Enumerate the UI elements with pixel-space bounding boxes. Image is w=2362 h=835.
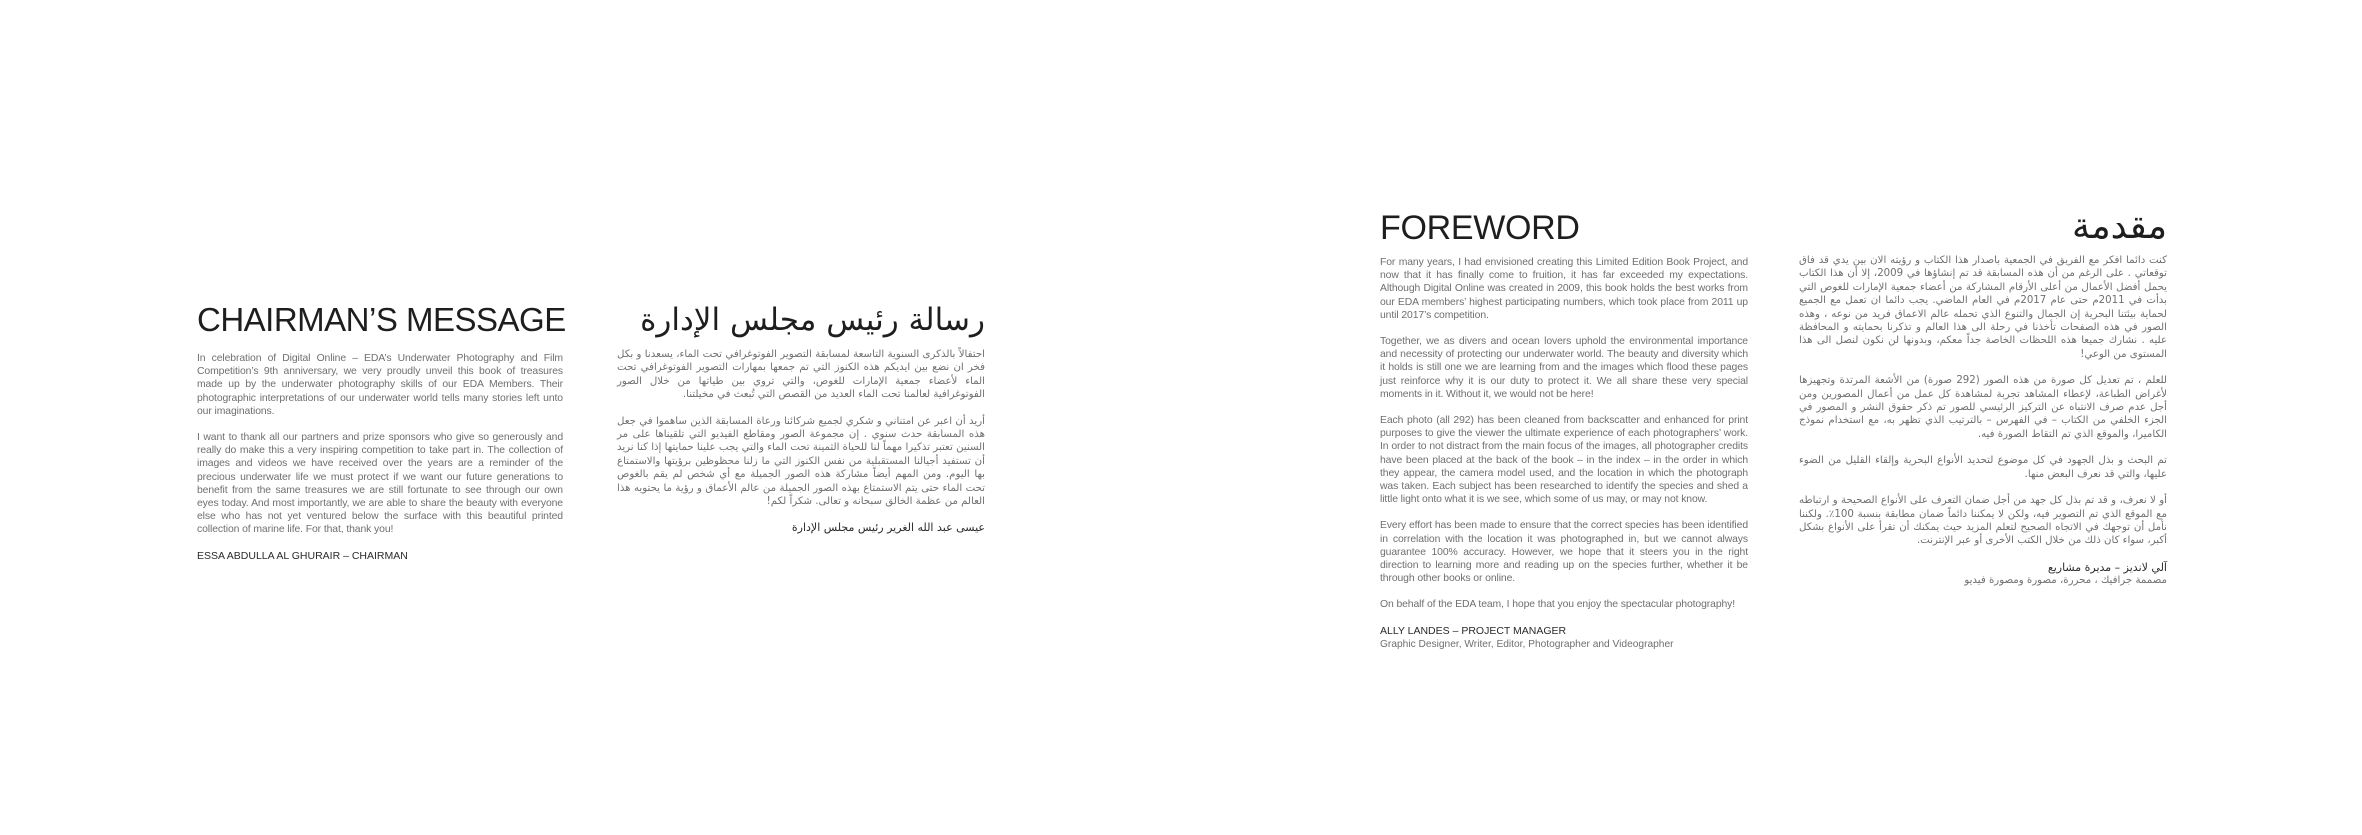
foreword-paragraph-2: Together, we as divers and ocean lovers uphold the environmental importance and necessity of protecting our underwater world. The beauty and diversity which it holds is still one we are learning from and the images which flood these pages just reinforce why it is our duty to protect it. We all share these very special moments in it. Without it, we would not be here! — [1380, 336, 1748, 400]
foreword-paragraph-3: Each photo (all 292) has been cleaned from backscatter and enhanced for print purposes to give the viewer the ultimate experience of each photographers’ work. In order to not distract from the main focus of the images, all photographer credits have been placed at the back of the book – in the index – in the order in which they appear, the camera model used, and the location in which the photograph was taken. Each subject has been researched to identify the species and shed a little light onto what it is we see, which some of us may, or may not know. — [1380, 415, 1748, 506]
foreword-paragraph-4: Every effort has been made to ensure that the correct species has been identified in correlation with the location it was photographed in, but we cannot always guarantee 100% accuracy. However, we hope that it steers you in the right direction to learning more and reading up on the species further, whether it be through other books or online. — [1380, 520, 1748, 585]
chairman-paragraph-ar-2: أريد أن اعبر عن امتناني و شكري لجميع شركائنا ورعاة المسابقة الذين ساهموا في جعل هذه المسابقة حدث سنوي . إن مجموعة الصور ومقاطع الفيديو التي تلقيناها على مر السنين تعتبر تذكيرا مهماً لنا للحياة الثمينة تحت الماء والتي يجب علينا حمايتها إذا كنا نريد أن تستفيد أجيالنا المستقبلية من نفس الكنوز التي ما زلنا محظوظين برؤيتها والاستمتاع بها اليوم. ومن المهم أيضاً مشاركة هذه الصور الجميلة مع أي شخص لم يقم بالغوص تحت الماء حتى يتم الاستمتاع بهذه الصور الجميلة من عالم الأعماق و رؤية ما يحتويه هذا العالم من عظمة الخالق سبحانه و تعالى. شكراً لكم! — [617, 415, 985, 508]
foreword-paragraph-ar-1: كنت دائما افكر مع الفريق في الجمعية باصدار هذا الكتاب و رؤيته الان بين يدي قد فاق توقعاتي . على الرغم من أن هذه المسابقة قد تم إنشاؤها في 2009، إلا أن هذا الكتاب يحمل أفضل الأعمال من أعلى الأرقام المشاركة من أعضاء جمعية الإمارات للغوص التي بدأت في 2011م حتى عام 2017م في العام الماضي. يجب دائما ان تعمل مع الجميع لحماية بيئتنا البحرية إن الجمال والتنوع الذي تحمله عالم الاعماق فريد من نوعه ، وهذه الصور في هذه الصفحات تأخذنا في رحلة الى هذا العالم و تذكرنا بحمايته و المحافظة عليه . نشارك جميعا هذه اللحظات الخاصة جداً معكم، وبدونها لن نكون لنصل الى هذا المستوى من الوعي! — [1799, 255, 2168, 360]
foreword-signature-ar: آلي لانديز – مديرة مشاريع — [2047, 560, 2167, 574]
chairman-paragraph-2: I want to thank all our partners and prize sponsors who give so generously and really do make this a very inspiring competition to take part in. The collection of images and videos we have received over the years are a reminder of the precious underwater life we must protect if we want our future generations to benefit from the same treasures we are still fortunate to see through our own eyes today. And most importantly, we are able to share the beauty with everyone else who has not yet ventured below the surface with this beautiful printed collection of marine life. For that, thank you! — [197, 432, 563, 536]
foreword-ar — [1799, 202, 2167, 587]
chairman-signature: ESSA ABDULLA AL GHURAIR – CHAIRMAN — [197, 549, 408, 562]
chairman-paragraph-1: In celebration of Digital Online – EDA’s Underwater Photography and Film Competition’s 9th anniversary, we very proudly unveil this book of treasures made up by the underwater photography skills of our EDA Members. Their photographic interpretations of our underwater world tells many stories left unto our imaginations. — [197, 353, 563, 417]
chairman-message-en — [197, 300, 566, 563]
foreword-signature: ALLY LANDES – PROJECT MANAGER — [1380, 624, 1567, 637]
foreword-title-ar: مقدمة — [2072, 206, 2167, 247]
foreword-signature-role-ar: مصممة جرافيك ، محررة، مصورة ومصورة فيديو — [1964, 574, 2167, 586]
foreword-title: FOREWORD — [1380, 209, 1580, 247]
foreword-paragraph-5: On behalf of the EDA team, I hope that you enjoy the spectacular photography! — [1380, 599, 1736, 611]
chairman-paragraph-ar-1: احتفالاً بالذكرى السنوية التاسعة لمسابقة التصوير الفوتوغرافي تحت الماء، يسعدنا و بكل فخر ان نضع بين ايديكم هذه الكنوز التي تم جمعها بمهارات التصوير الفوتوغرافي تحت الماء لأعضاء جمعية الإمارات للغوص، والتي تروي بين طياتها من خلال الصور الفوتوغرافية لعالمنا تحت الماء العديد من القصص التي تُبعث في مخيلتنا. — [617, 349, 985, 401]
foreword-paragraph-1: For many years, I had envisioned creating this Limited Edition Book Project, and now that it has finally come to fruition, it has far exceeded my expectations. Although Digital Online was created in 2009, this book holds the best works from our EDA members’ highest participating numbers, which took place from 2011 up until 2017’s competition. — [1380, 257, 1748, 321]
chairman-signature-ar: عيسى عبد الله الغرير رئيس مجلس الإدارة — [791, 521, 985, 535]
foreword-signature-role: Graphic Designer, Writer, Editor, Photographer and Videographer — [1380, 638, 1674, 650]
foreword-paragraph-ar-4: أو لا نعرف، و قد تم بذل كل جهد من أجل ضمان التعرف على الأنواع الصحيحة و ارتباطه مع الموقع الذي تم التصوير فيه، ولكن لا يمكننا دائماً ضمان مطابقة بنسبة 100٪. ولكننا نأمل أن توجهك في الاتجاه الصحيح لتعلم المزيد حيث يمكنك أن تقرأ على الأنواع بشكل أكبر، سواء كان ذلك من خلال الكتب الأخرى أو عبر الإنترنت. — [1799, 495, 2167, 547]
chairman-message-ar — [617, 298, 985, 534]
foreword-paragraph-ar-2: للعلم ، تم تعديل كل صورة من هذه الصور (292 صورة) من الأشعة المرتدة وتجهيزها لأغراض الطباعة، لإعطاء المشاهد تجربة لمشاهدة كل عمل من أعمال المصورين ومن أجل عدم صرف الانتباه عن التركيز الرئيسي للصور تم ذكر حقوق النشر و المصور في الجزء الخلفي من الكتاب – في الفهرس – بالترتيب الذي تظهر به، مع استخدام نموذج الكاميرا، والموقع الذي تم التقاط الصورة فيه. — [1799, 375, 2168, 440]
chairman-message-title: CHAIRMAN’S MESSAGE — [197, 301, 566, 338]
chairman-message-title-ar: رسالة رئيس مجلس الإدارة — [640, 302, 985, 338]
foreword-en — [1380, 208, 1748, 651]
foreword-paragraph-ar-3: تم البحث و بذل الجهود في كل موضوع لتحديد الأنواع البحرية وإلقاء القليل من الضوء عليها، والتي قد نعرف البعض منها. — [1799, 455, 2167, 480]
